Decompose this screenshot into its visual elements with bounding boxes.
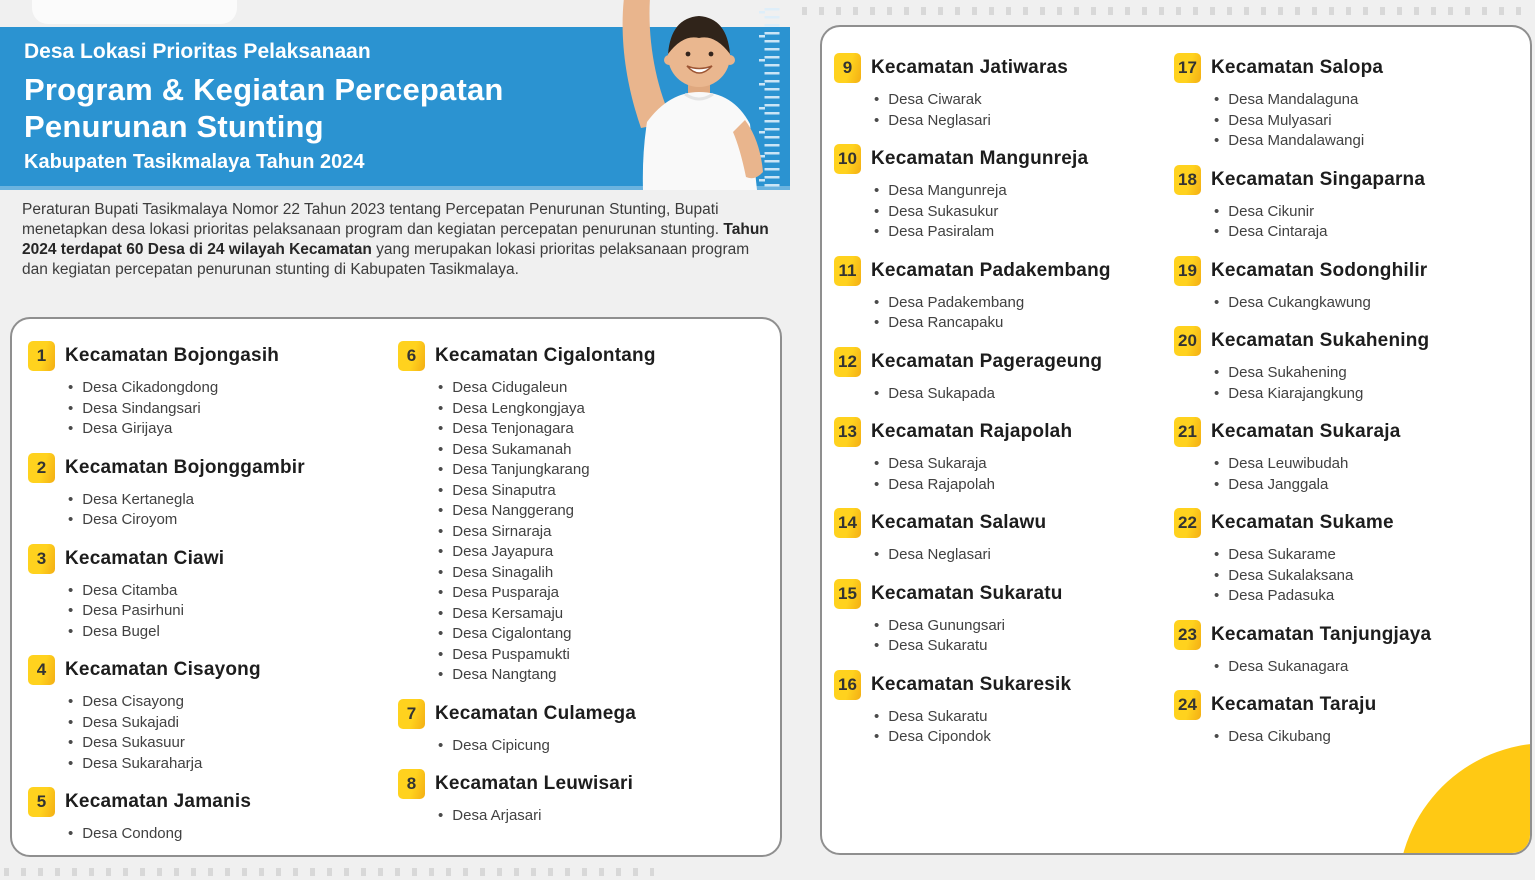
village-list xyxy=(834,293,1174,334)
district-item xyxy=(1174,256,1522,314)
district-header xyxy=(1174,417,1522,447)
village-item: • Desa Padasuka xyxy=(1214,586,1522,607)
village-item: • Desa Sinaputra xyxy=(438,481,772,502)
district-number-badge: 3 xyxy=(28,544,55,574)
village-list xyxy=(834,707,1174,748)
village-item: • Desa Cintaraja xyxy=(1214,222,1522,243)
village-item: • Desa Pasirhuni xyxy=(68,601,398,622)
village-item: • Desa Kertanegla xyxy=(68,490,398,511)
header-subtitle: Kabupaten Tasikmalaya Tahun 2024 xyxy=(24,151,365,173)
village-item: • Desa Rancapaku xyxy=(874,313,1174,334)
district-number-badge: 22 xyxy=(1174,508,1201,538)
district-item xyxy=(28,453,398,531)
district-name: Kecamatan Cigalontang xyxy=(435,345,656,366)
village-list xyxy=(28,378,398,440)
village-item: • Desa Cipicung xyxy=(438,736,772,757)
village-item: • Desa Cikadongdong xyxy=(68,378,398,399)
village-list xyxy=(834,181,1174,243)
village-list xyxy=(1174,363,1522,404)
district-header xyxy=(834,417,1174,447)
village-item: • Desa Cukangkawung xyxy=(1214,293,1522,314)
district-item xyxy=(398,699,772,757)
village-item: • Desa Sukaratu xyxy=(874,707,1174,728)
village-item: • Desa Sukaratu xyxy=(874,636,1174,657)
district-name: Kecamatan Bojongasih xyxy=(65,345,280,366)
district-panel-left xyxy=(10,317,782,857)
village-item: • Desa Condong xyxy=(68,824,398,845)
district-number-badge: 4 xyxy=(28,655,55,685)
district-item xyxy=(398,341,772,686)
district-number-badge: 12 xyxy=(834,347,861,377)
village-item: • Desa Sukanagara xyxy=(1214,657,1522,678)
district-name: Kecamatan Culamega xyxy=(435,702,637,724)
village-item: • Desa Leuwibudah xyxy=(1214,454,1522,475)
village-item: • Desa Sukahening xyxy=(1214,363,1522,384)
district-name: Kecamatan Salopa xyxy=(1211,57,1384,78)
district-name: Kecamatan Ciawi xyxy=(65,547,225,569)
district-number-badge: 7 xyxy=(398,699,425,729)
district-name: Kecamatan Sodonghilir xyxy=(1211,259,1428,281)
district-number-badge: 11 xyxy=(834,256,861,286)
header-title-line2: Penurunan Stunting xyxy=(24,109,324,144)
district-item xyxy=(28,341,398,440)
district-item xyxy=(28,655,398,774)
district-name: Kecamatan Sukame xyxy=(1211,512,1394,533)
village-item: • Desa Sukarame xyxy=(1214,545,1522,566)
village-item: • Desa Mandalaguna xyxy=(1214,90,1522,111)
village-item: • Desa Pusparaja xyxy=(438,583,772,604)
village-list xyxy=(1174,293,1522,314)
district-number-badge: 14 xyxy=(834,508,861,538)
decorative-tab xyxy=(32,0,237,24)
district-name: Kecamatan Sukahening xyxy=(1211,330,1430,351)
village-item: • Desa Gunungsari xyxy=(874,616,1174,637)
village-item: • Desa Pasiralam xyxy=(874,222,1174,243)
district-header xyxy=(1174,690,1522,720)
village-item: • Desa Neglasari xyxy=(874,545,1174,566)
village-item: • Desa Cisayong xyxy=(68,692,398,713)
district-name: Kecamatan Singaparna xyxy=(1211,168,1426,190)
district-number-badge: 2 xyxy=(28,453,55,483)
village-item: • Desa Nangtang xyxy=(438,665,772,686)
district-name: Kecamatan Mangunreja xyxy=(871,148,1089,169)
district-name: Kecamatan Sukaraja xyxy=(1211,421,1401,442)
village-list xyxy=(1174,90,1522,152)
village-item: • Desa Sukapada xyxy=(874,384,1174,405)
district-number-badge: 9 xyxy=(834,53,861,83)
village-list xyxy=(28,581,398,643)
district-item xyxy=(1174,620,1522,678)
district-header xyxy=(28,787,398,817)
village-item: • Desa Janggala xyxy=(1214,475,1522,496)
intro-paragraph xyxy=(22,200,770,280)
district-header xyxy=(1174,53,1522,83)
village-item: • Desa Sirnaraja xyxy=(438,522,772,543)
district-number-badge: 24 xyxy=(1174,690,1201,720)
district-item xyxy=(834,53,1174,131)
district-header xyxy=(834,508,1174,538)
header-eyebrow: Desa Lokasi Prioritas Pelaksanaan xyxy=(24,40,371,63)
district-header xyxy=(1174,326,1522,356)
header-title-line1: Program & Kegiatan Percepatan xyxy=(24,72,504,107)
right-panel-column-1 xyxy=(834,53,1174,853)
village-item: • Desa Bugel xyxy=(68,622,398,643)
district-item xyxy=(398,769,772,827)
village-item: • Desa Sukamanah xyxy=(438,440,772,461)
district-header xyxy=(834,347,1174,377)
district-header xyxy=(1174,256,1522,286)
district-item xyxy=(28,787,398,845)
district-header xyxy=(398,769,772,799)
village-item: • Desa Tanjungkarang xyxy=(438,460,772,481)
village-list xyxy=(834,616,1174,657)
village-list xyxy=(834,90,1174,131)
district-item xyxy=(834,670,1174,748)
village-item: • Desa Neglasari xyxy=(874,111,1174,132)
village-item: • Desa Sukajadi xyxy=(68,713,398,734)
district-number-badge: 21 xyxy=(1174,417,1201,447)
district-header xyxy=(398,341,772,371)
district-name: Kecamatan Padakembang xyxy=(871,259,1111,281)
district-number-badge: 5 xyxy=(28,787,55,817)
village-item: • Desa Rajapolah xyxy=(874,475,1174,496)
village-list xyxy=(1174,454,1522,495)
village-item: • Desa Mangunreja xyxy=(874,181,1174,202)
district-item xyxy=(834,417,1174,495)
village-item: • Desa Sukasukur xyxy=(874,202,1174,223)
district-name: Kecamatan Sukaresik xyxy=(871,673,1072,695)
village-item: • Desa Mandalawangi xyxy=(1214,131,1522,152)
village-item: • Desa Sinagalih xyxy=(438,563,772,584)
village-item: • Desa Ciwarak xyxy=(874,90,1174,111)
district-number-badge: 8 xyxy=(398,769,425,799)
district-item xyxy=(834,579,1174,657)
village-item: • Desa Sukaraharja xyxy=(68,754,398,775)
village-item: • Desa Padakembang xyxy=(874,293,1174,314)
district-name: Kecamatan Salawu xyxy=(871,512,1047,533)
district-header xyxy=(834,256,1174,286)
district-name: Kecamatan Rajapolah xyxy=(871,421,1073,442)
district-item xyxy=(834,347,1174,405)
village-item: • Desa Ciroyom xyxy=(68,510,398,531)
village-item: • Desa Sukaraja xyxy=(874,454,1174,475)
village-item: • Desa Cidugaleun xyxy=(438,378,772,399)
village-list xyxy=(398,806,772,827)
district-item xyxy=(1174,165,1522,243)
district-number-badge: 6 xyxy=(398,341,425,371)
district-item xyxy=(1174,508,1522,607)
district-name: Kecamatan Jatiwaras xyxy=(871,57,1069,78)
left-panel-column-2 xyxy=(398,341,772,855)
district-number-badge: 1 xyxy=(28,341,55,371)
village-item: • Desa Mulyasari xyxy=(1214,111,1522,132)
village-list xyxy=(398,378,772,686)
district-header xyxy=(28,544,398,574)
village-list xyxy=(28,490,398,531)
right-panel-column-2 xyxy=(1174,53,1522,853)
district-header xyxy=(834,53,1174,83)
district-name: Kecamatan Cisayong xyxy=(65,659,261,680)
district-name: Kecamatan Pagerageung xyxy=(871,350,1103,372)
district-header xyxy=(28,341,398,371)
intro-highlight: Tahun 2024 terdapat 60 Desa di 24 wilayah Kecamatan xyxy=(22,221,769,258)
village-item: • Desa Cipondok xyxy=(874,727,1174,748)
village-item: • Desa Kiarajangkung xyxy=(1214,384,1522,405)
district-item xyxy=(1174,53,1522,152)
village-item: • Desa Puspamukti xyxy=(438,645,772,666)
decorative-dashes-top xyxy=(802,7,1530,15)
district-number-badge: 18 xyxy=(1174,165,1201,195)
district-header xyxy=(1174,165,1522,195)
village-item: • Desa Cikunir xyxy=(1214,202,1522,223)
village-list xyxy=(28,692,398,774)
village-list xyxy=(834,454,1174,495)
village-list xyxy=(1174,545,1522,607)
village-item: • Desa Sukasuur xyxy=(68,733,398,754)
district-item xyxy=(1174,417,1522,495)
district-number-badge: 19 xyxy=(1174,256,1201,286)
header-banner xyxy=(0,27,790,190)
village-item: • Desa Jayapura xyxy=(438,542,772,563)
district-number-badge: 15 xyxy=(834,579,861,609)
district-header xyxy=(28,453,398,483)
district-number-badge: 17 xyxy=(1174,53,1201,83)
district-item xyxy=(834,508,1174,566)
district-item xyxy=(834,144,1174,243)
district-number-badge: 16 xyxy=(834,670,861,700)
village-item: • Desa Girijaya xyxy=(68,419,398,440)
district-header xyxy=(1174,620,1522,650)
district-name: Kecamatan Jamanis xyxy=(65,791,252,812)
district-item xyxy=(1174,326,1522,404)
decorative-dashes-bottom xyxy=(4,868,654,876)
district-number-badge: 23 xyxy=(1174,620,1201,650)
district-header xyxy=(28,655,398,685)
village-item: • Desa Lengkongjaya xyxy=(438,399,772,420)
district-number-badge: 20 xyxy=(1174,326,1201,356)
village-item: • Desa Nanggerang xyxy=(438,501,772,522)
district-number-badge: 13 xyxy=(834,417,861,447)
district-number-badge: 10 xyxy=(834,144,861,174)
village-item: • Desa Tenjonagara xyxy=(438,419,772,440)
village-item: • Desa Arjasari xyxy=(438,806,772,827)
village-item: • Desa Cigalontang xyxy=(438,624,772,645)
district-item xyxy=(28,544,398,643)
district-header xyxy=(1174,508,1522,538)
district-header xyxy=(398,699,772,729)
village-item: • Desa Cikubang xyxy=(1214,727,1522,748)
district-header xyxy=(834,670,1174,700)
left-panel-column-1 xyxy=(28,341,398,855)
district-name: Kecamatan Leuwisari xyxy=(435,773,634,794)
village-list xyxy=(834,545,1174,566)
district-item xyxy=(834,256,1174,334)
village-list xyxy=(1174,727,1522,748)
village-list xyxy=(834,384,1174,405)
district-name: Kecamatan Tanjungjaya xyxy=(1211,623,1432,645)
district-header xyxy=(834,579,1174,609)
village-list xyxy=(28,824,398,845)
district-name: Kecamatan Taraju xyxy=(1211,694,1377,715)
village-item: • Desa Sindangsari xyxy=(68,399,398,420)
village-list xyxy=(398,736,772,757)
district-header xyxy=(834,144,1174,174)
village-item: • Desa Sukalaksana xyxy=(1214,566,1522,587)
district-item xyxy=(1174,690,1522,748)
village-item: • Desa Kersamaju xyxy=(438,604,772,625)
district-panel-right xyxy=(820,25,1532,855)
district-name: Kecamatan Sukaratu xyxy=(871,582,1063,604)
intro-text-2: yang merupakan lokasi prioritas pelaksanaan program dan kegiatan percepatan penurunan stunting di Kabupaten Tasikmalaya. xyxy=(22,241,750,278)
village-item: • Desa Citamba xyxy=(68,581,398,602)
district-name: Kecamatan Bojonggambir xyxy=(65,456,305,478)
village-list xyxy=(1174,202,1522,243)
intro-text-1: Peraturan Bupati Tasikmalaya Nomor 22 Tahun 2023 tentang Percepatan Penurunan Stunting, Bupati menetapkan desa lokasi prioritas pelaksanaan program dan kegiatan percepatan penurunan stunting. xyxy=(22,201,724,238)
village-list xyxy=(1174,657,1522,678)
